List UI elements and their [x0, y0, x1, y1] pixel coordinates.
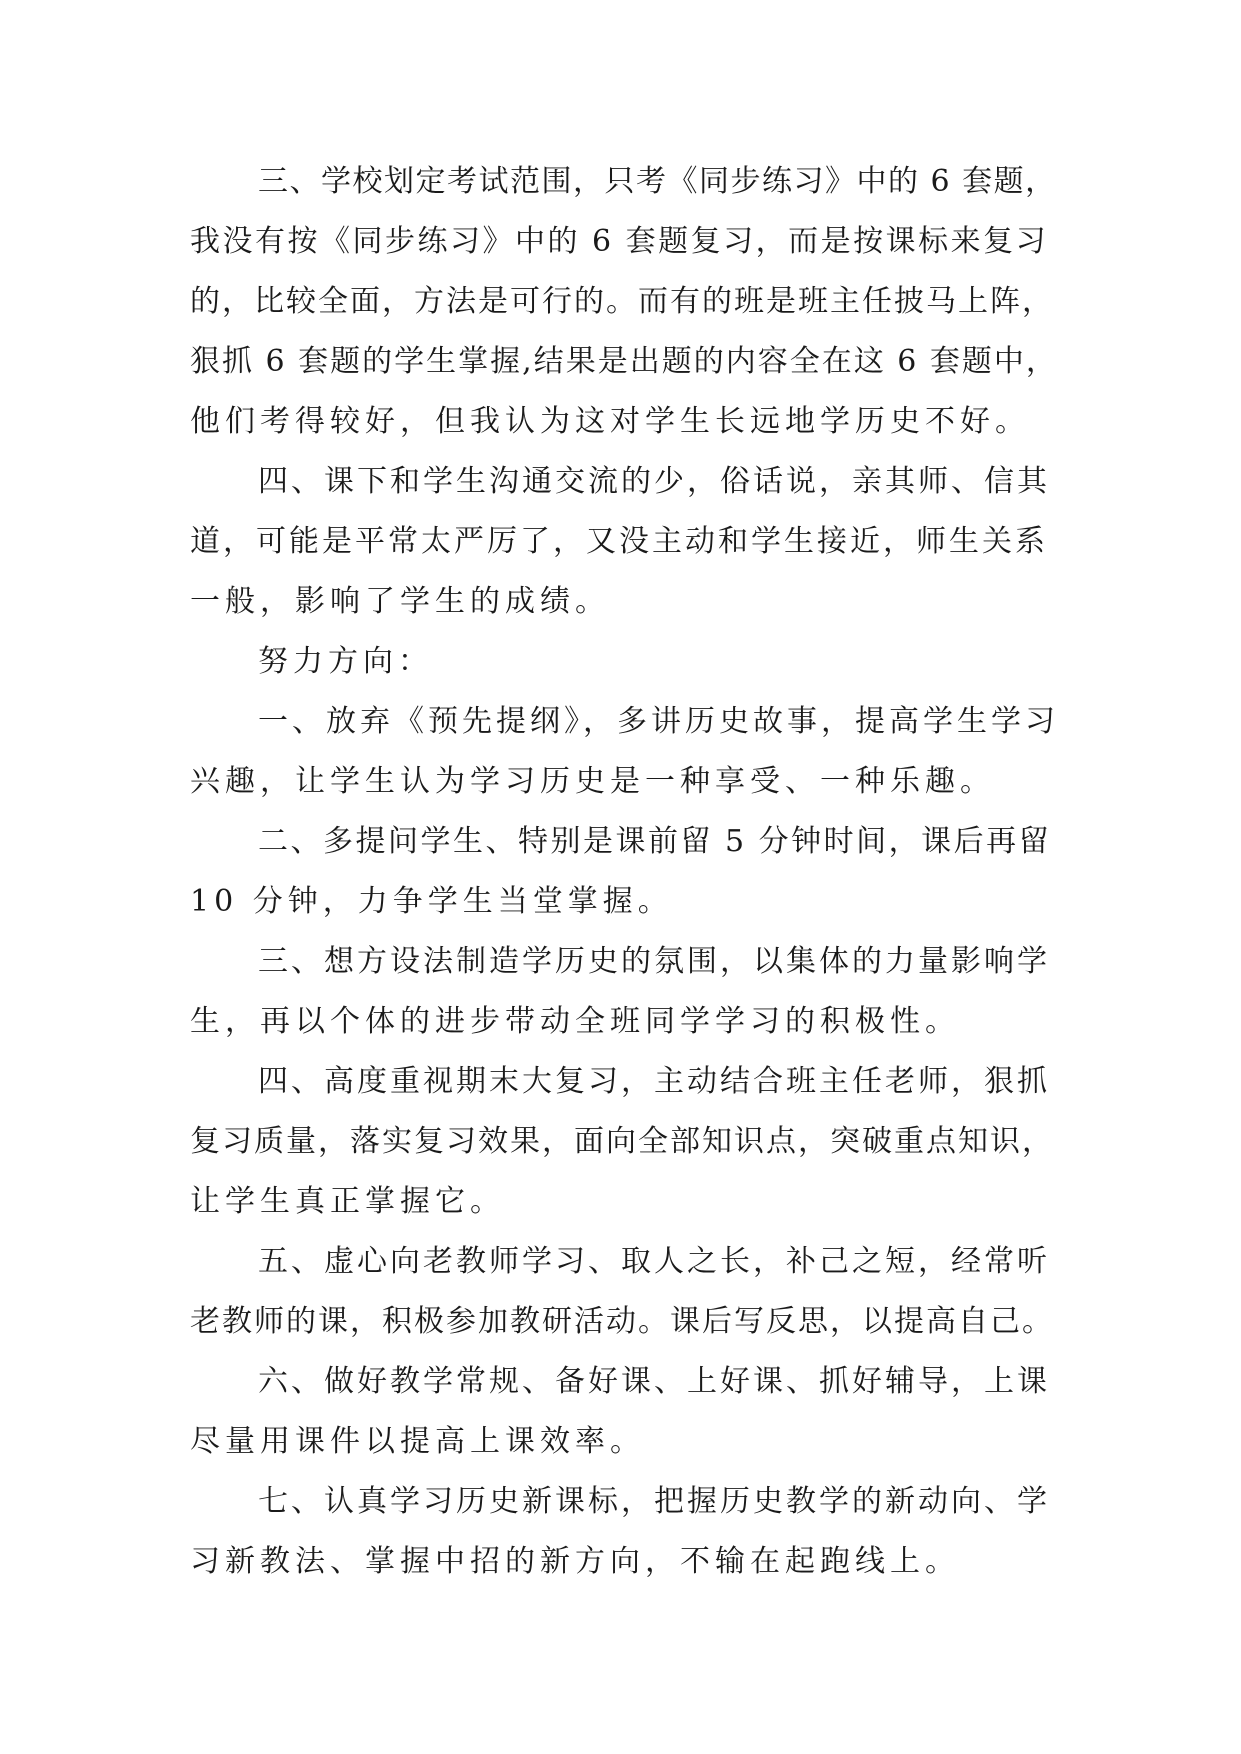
- paragraph-direction-4-line-1: 四、高度重视期末大复习，主动结合班主任老师，狠抓: [258, 1064, 1050, 1099]
- paragraph-reflection-3-line-4: 狠抓 6 套题的学生掌握,结果是出题的内容全在这 6 套题中，: [190, 344, 1058, 379]
- paragraph-reflection-3-line-2: 我没有按《同步练习》中的 6 套题复习，而是按课标来复习: [190, 224, 1049, 259]
- paragraph-direction-3-line-1: 三、想方设法制造学历史的氛围，以集体的力量影响学: [258, 944, 1050, 979]
- paragraph-direction-3-line-2: 生，再以个体的进步带动全班同学学习的积极性。: [190, 1004, 960, 1039]
- paragraph-direction-7-line-2: 习新教法、掌握中招的新方向，不输在起跑线上。: [190, 1544, 960, 1579]
- paragraph-direction-2-line-2: 10 分钟，力争学生当堂掌握。: [190, 884, 673, 919]
- paragraph-direction-2-line-1: 二、多提问学生、特别是课前留 5 分钟时间，课后再留: [258, 824, 1052, 859]
- paragraph-direction-heading: 努力方向：: [258, 644, 433, 679]
- paragraph-reflection-3-line-3: 的，比较全面，方法是可行的。而有的班是班主任披马上阵，: [190, 284, 1054, 319]
- paragraph-direction-1-line-1: 一、放弃《预先提纲》，多讲历史故事，提高学生学习: [258, 704, 1059, 739]
- paragraph-reflection-3-line-1: 三、学校划定考试范围，只考《同步练习》中的 6 套题，: [258, 164, 1057, 199]
- paragraph-direction-4-line-3: 让学生真正掌握它。: [190, 1184, 505, 1219]
- paragraph-reflection-3-line-5: 他们考得较好，但我认为这对学生长远地学历史不好。: [190, 404, 1030, 439]
- paragraph-reflection-4-line-1: 四、课下和学生沟通交流的少，俗话说，亲其师、信其: [258, 464, 1050, 499]
- paragraph-direction-5-line-2: 老教师的课，积极参加教研活动。课后写反思，以提高自己。: [190, 1304, 1054, 1339]
- paragraph-direction-1-line-2: 兴趣，让学生认为学习历史是一种享受、一种乐趣。: [190, 764, 995, 799]
- paragraph-reflection-4-line-3: 一般，影响了学生的成绩。: [190, 584, 610, 619]
- paragraph-direction-4-line-2: 复习质量，落实复习效果，面向全部知识点，突破重点知识，: [190, 1124, 1054, 1159]
- paragraph-direction-5-line-1: 五、虚心向老教师学习、取人之长，补己之短，经常听: [258, 1244, 1050, 1279]
- paragraph-direction-6-line-2: 尽量用课件以提高上课效率。: [190, 1424, 645, 1459]
- paragraph-direction-7-line-1: 七、认真学习历史新课标，把握历史教学的新动向、学: [258, 1484, 1050, 1519]
- paragraph-direction-6-line-1: 六、做好教学常规、备好课、上好课、抓好辅导，上课: [258, 1364, 1050, 1399]
- paragraph-reflection-4-line-2: 道，可能是平常太严厉了，又没主动和学生接近，师生关系: [190, 524, 1048, 559]
